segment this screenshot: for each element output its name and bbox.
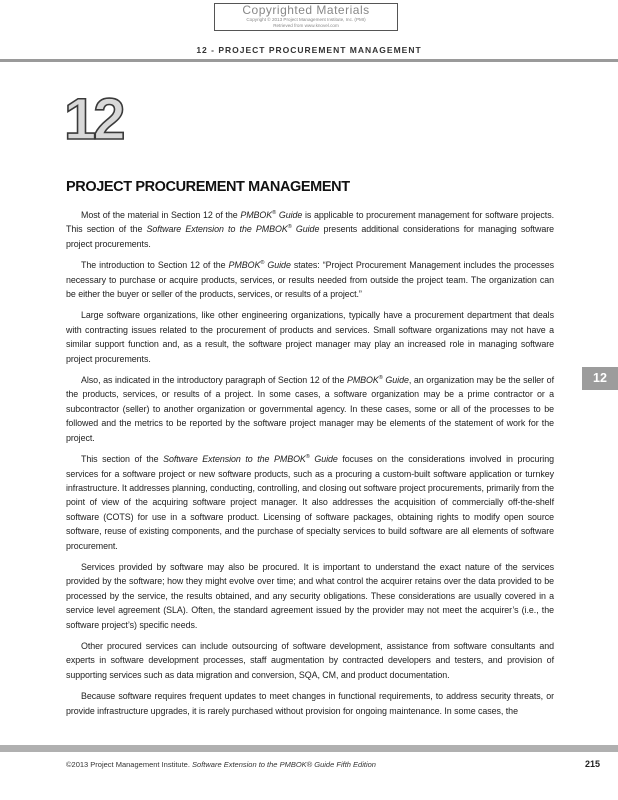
paragraph-text: Most of the material in Section 12 of the xyxy=(81,210,241,220)
registered-mark: ® xyxy=(260,260,265,267)
footer-copyright-prefix: ©2013 Project Management Institute. xyxy=(66,760,193,769)
paragraph-text: presents additional considerations for managing software project procurements. xyxy=(66,224,554,249)
copyright-watermark xyxy=(214,3,398,31)
chapter-number: 12 xyxy=(64,87,123,152)
italic-text: PMBOK xyxy=(228,260,261,271)
header-divider xyxy=(0,59,618,62)
paragraph-text: The introduction to Section 12 of the xyxy=(81,260,229,271)
paragraph-text: This section of the xyxy=(81,454,164,465)
footer-book-title: Software Extension to the PMBOK® Guide Fifth Edition xyxy=(192,760,376,769)
italic-text: Guide xyxy=(382,375,409,386)
chapter-thumb-tab: 12 xyxy=(582,367,618,390)
paragraph-text: , an organization may be the seller of the products, services, or results of a project. In some cases, a software organization may be a prime contractor or a subcontractor (seller) to another organization or governmental agency. In these cases, some or all of the processes to be followed and the metrics to be reported by the software project manager may be elements of the statement of work for the project. xyxy=(66,375,554,443)
italic-text: Guide xyxy=(264,260,291,271)
body-paragraph xyxy=(66,258,554,301)
italic-text: PMBOK xyxy=(346,375,379,386)
body-paragraph xyxy=(66,308,554,366)
body-paragraph xyxy=(66,639,554,682)
registered-mark: ® xyxy=(378,375,383,382)
body-paragraph xyxy=(66,373,554,445)
registered-mark: ® xyxy=(305,454,310,461)
body-paragraph xyxy=(66,452,554,553)
italic-text: Guide xyxy=(276,210,303,220)
body-text xyxy=(66,208,554,725)
watermark-line-2: Retrieved from www.knovel.com xyxy=(273,23,339,28)
watermark-title: Copyrighted Materials xyxy=(242,3,370,17)
italic-text: Software Extension to the PMBOK xyxy=(146,224,288,235)
body-paragraph xyxy=(66,560,554,632)
body-paragraph xyxy=(66,208,554,251)
chapter-title: PROJECT PROCUREMENT MANAGEMENT xyxy=(66,179,350,195)
italic-text: Software Extension to the PMBOK xyxy=(163,454,306,465)
footer-copyright xyxy=(66,760,376,769)
body-paragraph xyxy=(66,689,554,718)
registered-mark: ® xyxy=(272,210,277,217)
italic-text: Guide xyxy=(309,454,338,465)
italic-text: PMBOK xyxy=(240,210,273,220)
paragraph-text: states: “Project Procurement Management includes the processes necessary to purchase or acquire products, services, or results needed from outside the project team. The organization can be either the buyer or seller of the products, services, or results of a project.” xyxy=(66,260,555,300)
page-number: 215 xyxy=(584,759,600,769)
running-header: 12 - PROJECT PROCUREMENT MANAGEMENT xyxy=(196,45,422,55)
paragraph-text: Services provided by software may also be procured. It is important to understand the exact nature of the services provided by the software; how they might evolve over time; and what control the acquirer retains over the data provided to be processed by the service, the results obtained, and any security obligations. These considerations are usually covered in a service level agreement (SLA). Often, the standard agreement issued by the provider may not meet the acquirer’s (i.e., the software project’s) specific needs. xyxy=(66,561,554,630)
paragraph-text: is applicable to procurement management for software projects. This section of the xyxy=(66,210,555,235)
paragraph-text: Also, as indicated in the introductory paragraph of Section 12 of the xyxy=(81,375,347,386)
registered-mark: ® xyxy=(287,224,292,231)
watermark-line-1: Copyright © 2013 Project Management Institute, Inc. (PMI) xyxy=(246,17,366,22)
paragraph-text: focuses on the considerations involved in procuring services for a software project or new software products, such as a procuring a custom-built software application or turnkey infrastructure. It addresses planning, conducting, controlling, and closing out software project procurements, primarily from the point of view of the acquiring software project manager. It also addresses the acquisition of commercially off-the-shelf software (COTS) for use in a software product. Licensing of software packages, obtaining rights to modify open source software, reuse of existing components, and the purchase of specialty services to build software are all elements of software procurement. xyxy=(66,454,554,551)
paragraph-text: Because software requires frequent updates to meet changes in functional requirements, to address security threats, or provide infrastructure upgrades, it is rarely purchased without provision for ongoing maintenance. In some cases, the xyxy=(66,691,554,716)
paragraph-text: Large software organizations, like other engineering organizations, typically have a procurement department that deals with contracting issues related to the procurement of products and services. Small software organizations may not have a similar support function and, as a result, the software project manager may play an increased role in managing software project procurements. xyxy=(66,310,554,364)
italic-text: Guide xyxy=(291,224,320,235)
paragraph-text: Other procured services can include outsourcing of software development, assistance from software consultants and experts in software development processes, staff augmentation by contracted developers and testers, and provision of supporting services such as data migration and conversion, SQA, CM, and product documentation. xyxy=(66,640,554,680)
footer-divider xyxy=(0,745,618,752)
